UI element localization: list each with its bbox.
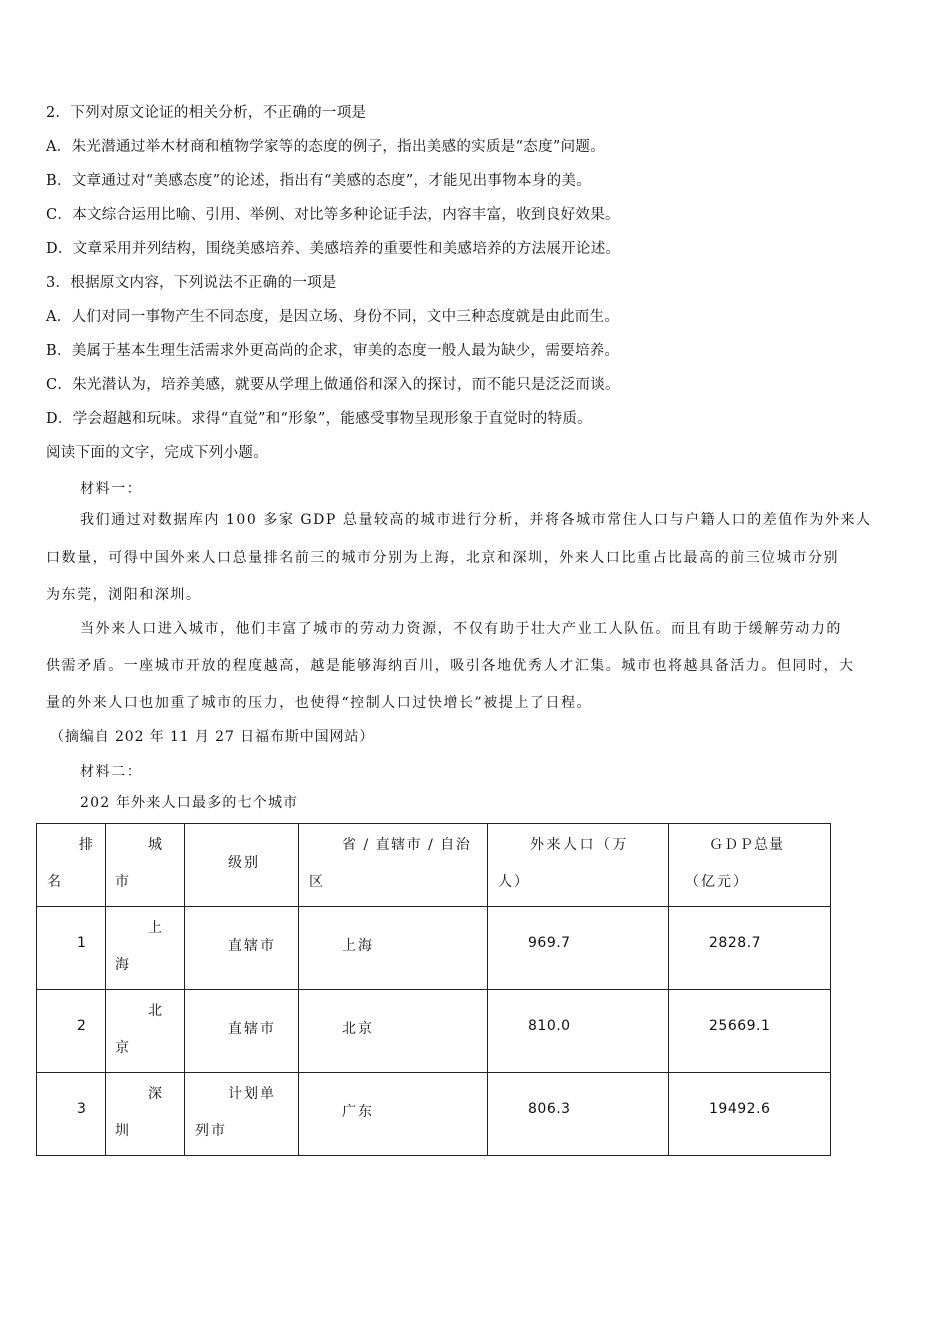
paragraph-line: 为东莞，浏阳和深圳。 [46, 587, 202, 603]
header-level: 级别 [185, 824, 299, 907]
cell-gdp: 25669.1 [669, 990, 831, 1073]
question-3-stem: 3．根据原文内容，下列说法不正确的一项是 [46, 275, 337, 291]
question-3-option-b: B．美属于基本生理生活需求外更高尚的企求，审美的态度一般人最为缺少，需要培养。 [46, 343, 620, 359]
cell-level: 直辖市 [185, 907, 299, 990]
question-3-option-a: A．人们对同一事物产生不同态度，是因立场、身份不同，文中三种态度就是由此而生。 [46, 309, 620, 325]
paragraph-line: 量的外来人口也加重了城市的压力，也使得“控制人口过快增长”被提上了日程。 [46, 695, 593, 711]
header-city: 城 市 [106, 824, 185, 907]
question-2-option-b: B．文章通过对“美感态度”的论述，指出有“美感的态度”，才能见出事物本身的美。 [46, 173, 592, 189]
cell-province: 广东 [299, 1073, 488, 1156]
table-row [37, 907, 831, 990]
material-2-label: 材料二： [80, 764, 143, 780]
cell-rank: 2 [37, 990, 106, 1073]
cell-province: 北京 [299, 990, 488, 1073]
paragraph-line: 供需矛盾。一座城市开放的程度越高，越是能够海纳百川，吸引各地优秀人才汇集。城市也将越具备活力。但同时，大 [46, 658, 855, 674]
cell-level: 直辖市 [185, 990, 299, 1073]
reading-instruction: 阅读下面的文字，完成下列小题。 [46, 445, 268, 461]
paragraph-line: 我们通过对数据库内 100 多家 GDP 总量较高的城市进行分析，并将各城市常住人口与户籍人口的差值作为外来人 [80, 512, 872, 528]
cell-city: 深 圳 [106, 1073, 185, 1156]
cell-city: 北 京 [106, 990, 185, 1073]
cell-migrants: 969.7 [488, 907, 669, 990]
question-3-option-c: C．朱光潜认为，培养美感，就要从学理上做通俗和深入的探讨，而不能只是泛泛而谈。 [46, 377, 620, 393]
paragraph-line: 口数量，可得中国外来人口总量排名前三的城市分别为上海，北京和深圳，外来人口比重占比最高的前三位城市分别 [46, 550, 840, 566]
header-rank: 排 名 [37, 824, 106, 907]
cell-gdp: 2828.7 [669, 907, 831, 990]
cell-migrants: 806.3 [488, 1073, 669, 1156]
cell-level: 计划单 列市 [185, 1073, 299, 1156]
question-2-option-c: C．本文综合运用比喻、引用、举例、对比等多种论证手法，内容丰富，收到良好效果。 [46, 207, 620, 223]
question-2-option-d: D．文章采用并列结构，围绕美感培养、美感培养的重要性和美感培养的方法展开论述。 [46, 241, 621, 257]
cell-rank: 1 [37, 907, 106, 990]
header-province: 省 / 直辖市 / 自治 区 [299, 824, 488, 907]
header-migrants: 外来人口（万 人） [488, 824, 669, 907]
cell-rank: 3 [37, 1073, 106, 1156]
question-3-option-d: D．学会超越和玩味。求得“直觉”和“形象”，能感受事物呈现形象于直觉时的特质。 [46, 411, 592, 427]
table-row [37, 1073, 831, 1156]
header-gdp: ＧＤＰ总量 （亿元） [669, 824, 831, 907]
table-title: 202 年外来人口最多的七个城市 [80, 795, 299, 811]
table-header-row [37, 824, 831, 907]
cell-province: 上海 [299, 907, 488, 990]
question-2-option-a: A．朱光潜通过举木材商和植物学家等的态度的例子，指出美感的实质是“态度”问题。 [46, 139, 605, 155]
migrant-cities-table [36, 823, 831, 1156]
question-2-stem: 2．下列对原文论证的相关分析，不正确的一项是 [46, 105, 367, 121]
cell-migrants: 810.0 [488, 990, 669, 1073]
material-1-source: （摘编自 202 年 11 月 27 日福布斯中国网站） [50, 729, 375, 745]
table-row [37, 990, 831, 1073]
paragraph-line: 当外来人口进入城市，他们丰富了城市的劳动力资源，不仅有助于壮大产业工人队伍。而且有助于缓解劳动力的 [80, 621, 842, 637]
material-1-label: 材料一： [80, 481, 143, 497]
cell-gdp: 19492.6 [669, 1073, 831, 1156]
cell-city: 上 海 [106, 907, 185, 990]
